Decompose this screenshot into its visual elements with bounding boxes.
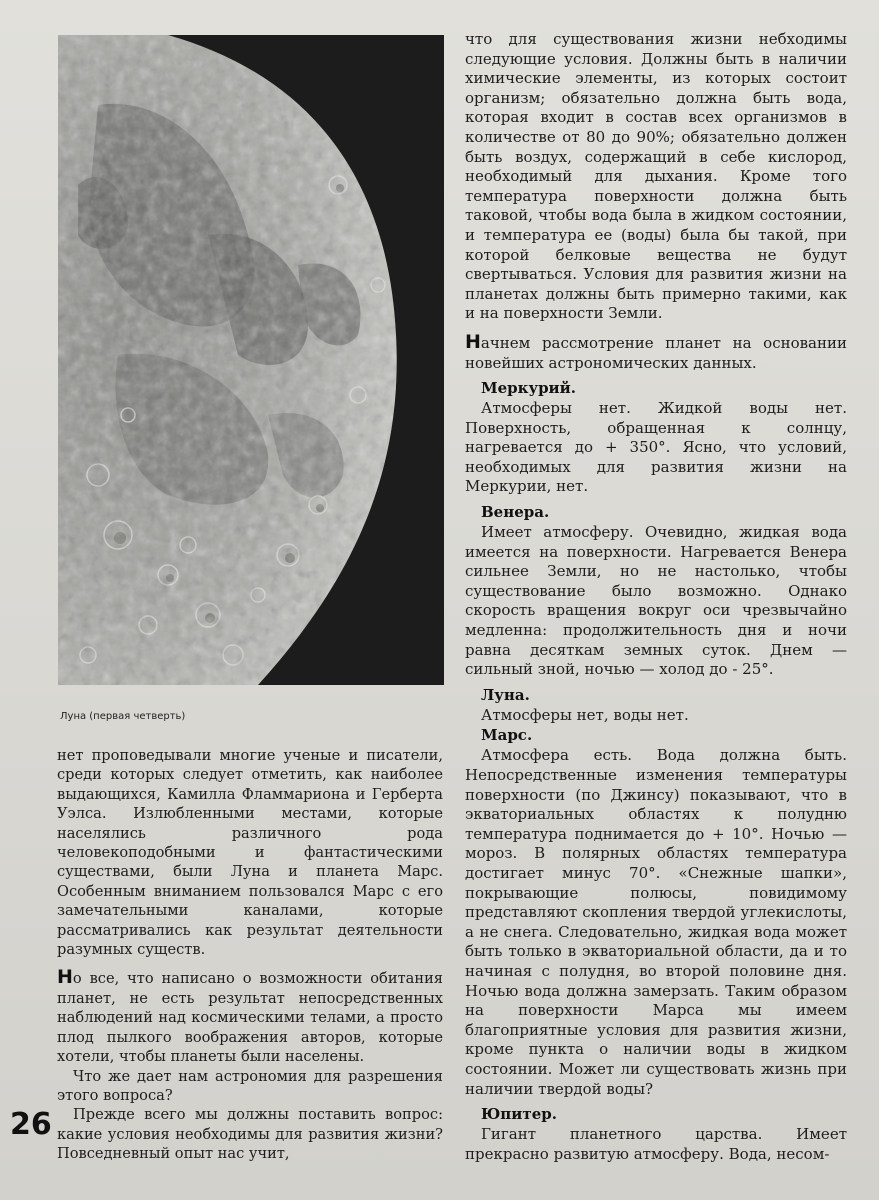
paragraph [465, 330, 847, 373]
paragraph-text: ачнем рассмотрение планет на основании новейших астрономических данных. [465, 333, 847, 372]
drop-cap: Н [465, 330, 481, 353]
section-heading-venus: Венера. [481, 503, 550, 522]
paragraph: Прежде всего мы должны поставить вопрос: какие условия необходимы для развития жизни? Повседневный опыт нас учит, [57, 1106, 443, 1163]
section-heading-moon: Луна. [481, 685, 530, 704]
paragraph [57, 966, 443, 1066]
paragraph: нет проповедывали многие ученые и писатели, среди которых следует отметить, как наиболее выдающихся, Камилла Фламмариона и Герберта Уэлса. Излюбленными местами, которые населялись различного рода человекоподобными и фантастическими существами, были Луна и планета Марс. Особенным вниманием пользовался Марс с его замечательными каналами, которые рассматривались как результат деятельности разумных существ. [57, 747, 443, 959]
drop-cap: Н [57, 966, 73, 989]
moon-image [58, 35, 444, 685]
moon-photo [58, 35, 444, 685]
section-heading-mars: Марс. [481, 726, 533, 745]
paragraph-text: о все, что написано о возможности обитания планет, не есть результат непосредственных наблюдений над космическими телами, а просто плод пылкого воображения авторов, которые хотели, чтобы планеты были населены. [57, 970, 443, 1066]
left-column [57, 746, 443, 1164]
paragraph: Гигант планетного царства. Имеет прекрасно развитую атмосферу. Вода, несом- [465, 1125, 847, 1163]
photo-caption: Луна (первая четверть) [60, 711, 186, 722]
paragraph: что для существования жизни небходимы следующие условия. Должны быть в наличии химические элементы, из которых состоит организм; обязательно должна быть вода, которая входит в состав всех организмов в количестве от 80 до 90%; обязательно должен быть воздух, содержащий в себе кислород, необходимый для дыхания. Кроме того температура поверхности должна быть таковой, чтобы вода была в жидком состоянии, и температура ее (воды) была бы такой, при которой белковые вещества не будут свертываться. Условия для развития жизни на планетах должны быть примерно такими, как и на поверхности Земли. [465, 30, 847, 323]
paragraph: Атмосфера есть. Вода должна быть. Непосредственные изменения температуры поверхности (по Джинсу) показывают, что в экваториальных областях к полудню температура поднимается до + 10°. Ночью — мороз. В полярных областях температура достигает минус 70°. «Снежные шапки», покрывающие полюсы, повидимому представляют скопления твердой углекислоты, а не снега. Следовательно, жидкая вода может быть только в экваториальной области, да и то начиная с полудня, во второй половине дня. Ночью вода должна замерзать. Таким образом на поверхности Марса мы имеем благоприятные условия для развития жизни, кроме пункта о наличии воды в жидком состоянии. Может ли существовать жизнь при наличии твердой воды? [465, 746, 847, 1098]
page-number: 26 [10, 1107, 52, 1142]
paragraph: Атмосферы нет. Жидкой воды нет. Поверхность, обращенная к солнцу, нагревается до + 350°. Ясно, что условий, необходимых для развития жизни на Меркурии, нет. [465, 399, 847, 496]
section-heading-mercury: Меркурий. [481, 379, 577, 398]
paragraph: Имеет атмосферу. Очевидно, жидкая вода имеется на поверхности. Нагревается Венера сильнее Земли, но не настолько, чтобы существование было возможно. Однако скорость вращения вокруг оси чрезвычайно медленна: продолжительность дня и ночи равна десяткам земных суток. Днем — сильный зной, ночью — холод до - 25°. [465, 523, 847, 679]
section-heading-jupiter: Юпитер. [481, 1105, 557, 1124]
paragraph: Атмосферы нет, воды нет. [481, 705, 689, 724]
paragraph: Что же дает нам астрономия для разрешения этого вопроса? [57, 1067, 443, 1104]
right-column [465, 30, 847, 1164]
